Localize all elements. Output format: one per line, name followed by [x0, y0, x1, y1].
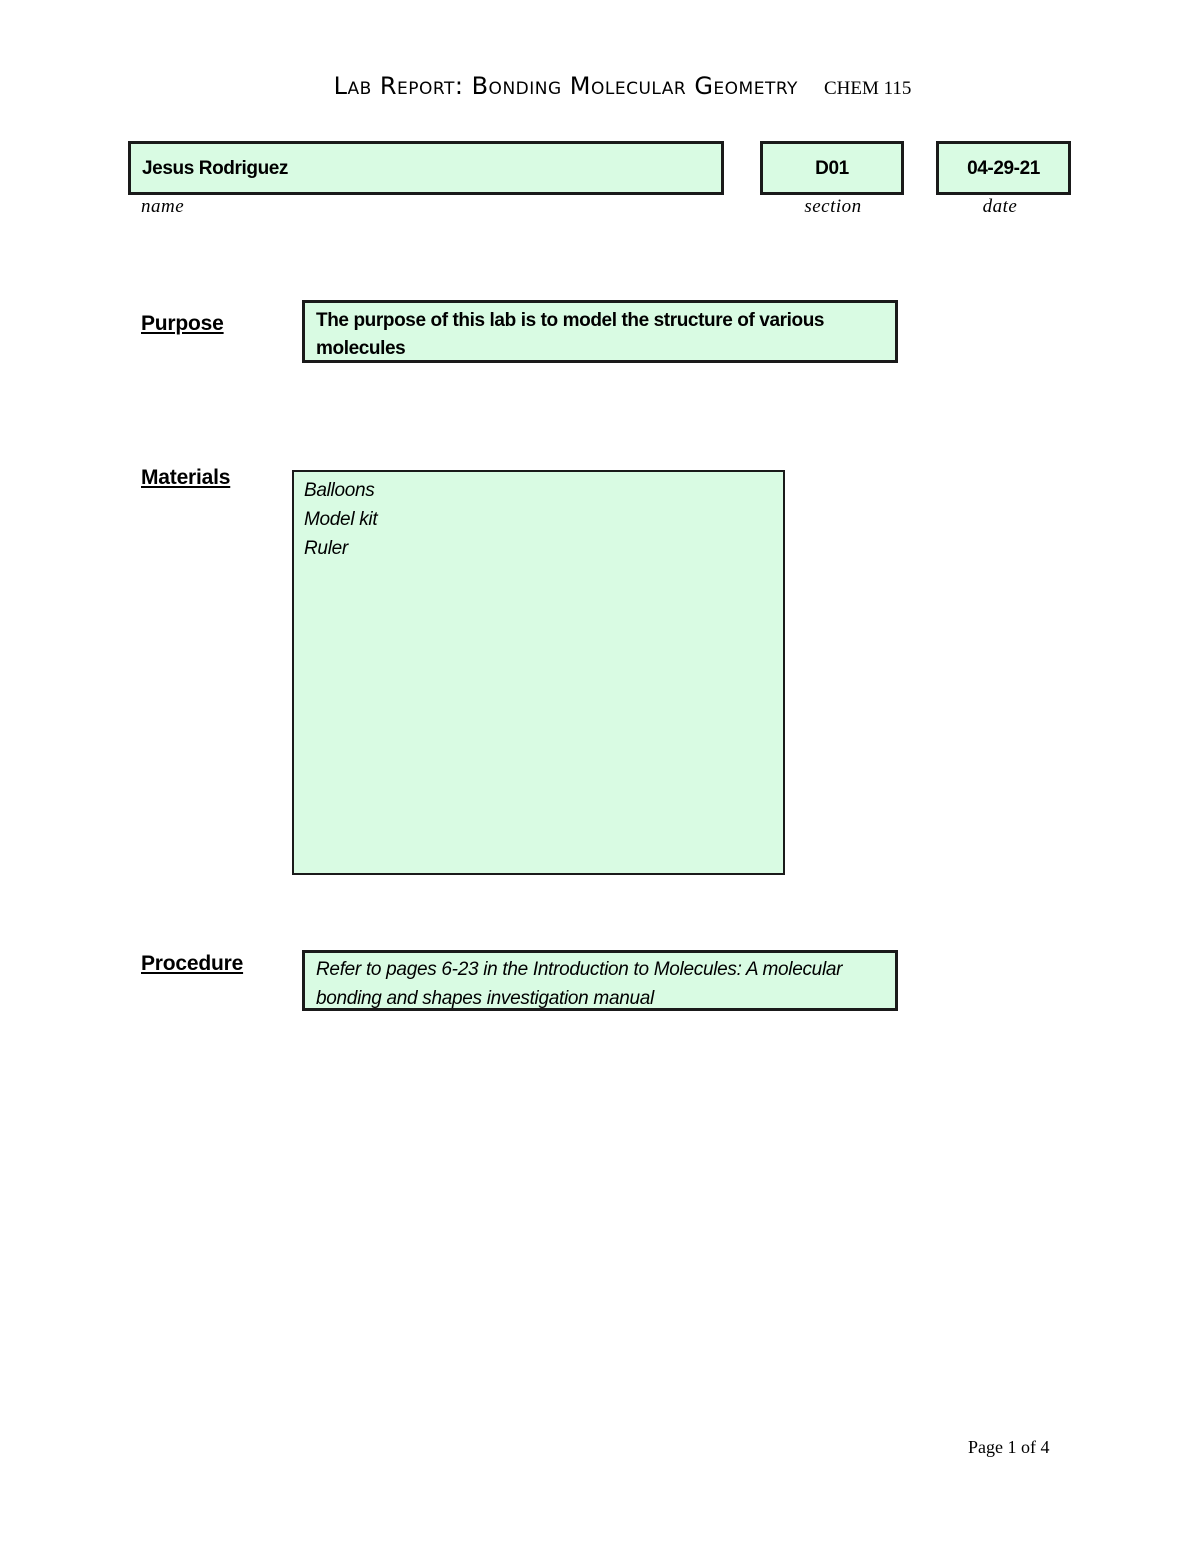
date-field[interactable]	[936, 141, 1071, 195]
course-code: CHEM 115	[823, 78, 912, 99]
purpose-field[interactable]	[302, 300, 898, 363]
date-caption: date	[982, 196, 1018, 217]
materials-field[interactable]	[292, 470, 785, 875]
procedure-field[interactable]	[302, 950, 898, 1011]
purpose-text: The purpose of this lab is to model the structure of various molecules	[316, 310, 825, 359]
name-field[interactable]	[128, 141, 724, 195]
section-field[interactable]	[760, 141, 904, 195]
page-number: Page 1 of 4	[968, 1437, 1050, 1457]
materials-heading: Materials	[141, 466, 231, 489]
section-caption: section	[804, 196, 862, 217]
materials-item: Model kit	[304, 509, 378, 530]
page-title	[0, 72, 1200, 100]
report-title: Lab Report: Bonding Molecular Geometry	[333, 72, 798, 100]
section-value: D01	[815, 158, 849, 179]
procedure-text: Refer to pages 6-23 in the Introduction to Molecules: A molecular bonding and shapes investigation manual	[316, 959, 843, 1009]
name-caption: name	[141, 196, 185, 217]
procedure-heading: Procedure	[141, 952, 244, 975]
materials-item: Ruler	[304, 538, 348, 559]
purpose-heading: Purpose	[141, 312, 224, 335]
materials-item: Balloons	[304, 480, 375, 501]
date-value: 04-29-21	[967, 158, 1040, 179]
name-value: Jesus Rodriguez	[142, 158, 289, 179]
